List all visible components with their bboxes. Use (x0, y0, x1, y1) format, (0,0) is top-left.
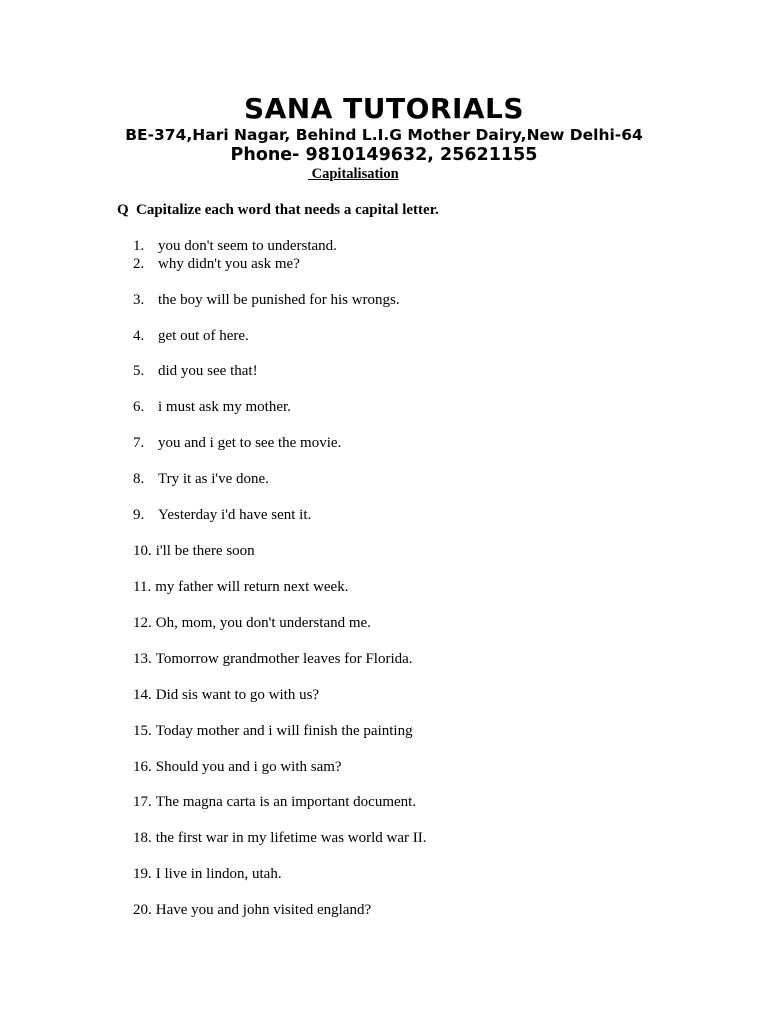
item-text: you and i get to see the movie. (158, 435, 342, 451)
item-number: 5. (133, 363, 145, 379)
item-text: Try it as i've done. (158, 471, 269, 487)
item-number: 18. (133, 830, 152, 846)
list-item (133, 255, 300, 273)
list-item (133, 237, 337, 255)
item-number: 16. (133, 759, 152, 775)
list-item (133, 398, 291, 416)
list-item (133, 470, 269, 488)
item-text: Tomorrow grandmother leaves for Florida. (155, 651, 413, 667)
item-number: 6. (133, 399, 145, 415)
item-number: 20. (133, 902, 152, 918)
item-text: Oh, mom, you don't understand me. (155, 615, 371, 631)
subject-heading: Capitalisation (308, 166, 399, 182)
address-line: BE-374,Hari Nagar, Behind L.I.G Mother Dairy,New Delhi-64 (125, 126, 643, 144)
item-text: why didn't you ask me? (158, 256, 300, 272)
item-text: Did sis want to go with us? (155, 687, 320, 703)
list-item (133, 434, 341, 452)
item-text: my father will return next week. (155, 579, 349, 595)
item-number: 14. (133, 687, 152, 703)
question-prompt: Capitalize each word that needs a capital letter. (136, 202, 439, 218)
item-number: 4. (133, 328, 145, 344)
item-number: 1. (133, 238, 145, 254)
item-number: 8. (133, 471, 145, 487)
list-item (133, 722, 413, 740)
item-text: Should you and i go with sam? (155, 759, 342, 775)
item-text: i'll be there soon (155, 543, 255, 559)
item-text: the boy will be punished for his wrongs. (158, 292, 400, 308)
list-item (133, 758, 342, 776)
list-item (133, 327, 249, 345)
item-text: The magna carta is an important document. (155, 794, 417, 810)
list-item (133, 793, 416, 811)
item-number: 17. (133, 794, 152, 810)
list-item (133, 650, 413, 668)
list-item (133, 578, 348, 596)
list-item (133, 686, 319, 704)
list-item (133, 362, 258, 380)
list-item (133, 829, 427, 847)
item-number: 9. (133, 507, 145, 523)
item-text: you don't seem to understand. (158, 238, 337, 254)
phone-line: Phone- 9810149632, 25621155 (230, 145, 538, 165)
item-text: i must ask my mother. (158, 399, 291, 415)
item-number: 12. (133, 615, 152, 631)
question-heading (117, 201, 439, 219)
list-item (133, 506, 311, 524)
item-text: get out of here. (158, 328, 249, 344)
page-title: SANA TUTORIALS (243, 92, 525, 125)
item-text: Yesterday i'd have sent it. (158, 507, 312, 523)
item-number: 7. (133, 435, 145, 451)
item-number: 11. (133, 579, 152, 595)
item-number: 19. (133, 866, 152, 882)
item-number: 2. (133, 256, 145, 272)
item-number: 10. (133, 543, 152, 559)
item-text: the first war in my lifetime was world war II. (155, 830, 427, 846)
list-item (133, 614, 371, 632)
list-item (133, 542, 255, 560)
list-item (133, 291, 400, 309)
item-text: Today mother and i will finish the painting (155, 723, 413, 739)
item-text: Have you and john visited england? (155, 902, 372, 918)
item-text: I live in lindon, utah. (155, 866, 282, 882)
item-text: did you see that! (158, 363, 258, 379)
item-number: 15. (133, 723, 152, 739)
list-item (133, 901, 371, 919)
item-number: 13. (133, 651, 152, 667)
item-number: 3. (133, 292, 145, 308)
list-item (133, 865, 282, 883)
question-marker: Q (117, 202, 129, 218)
